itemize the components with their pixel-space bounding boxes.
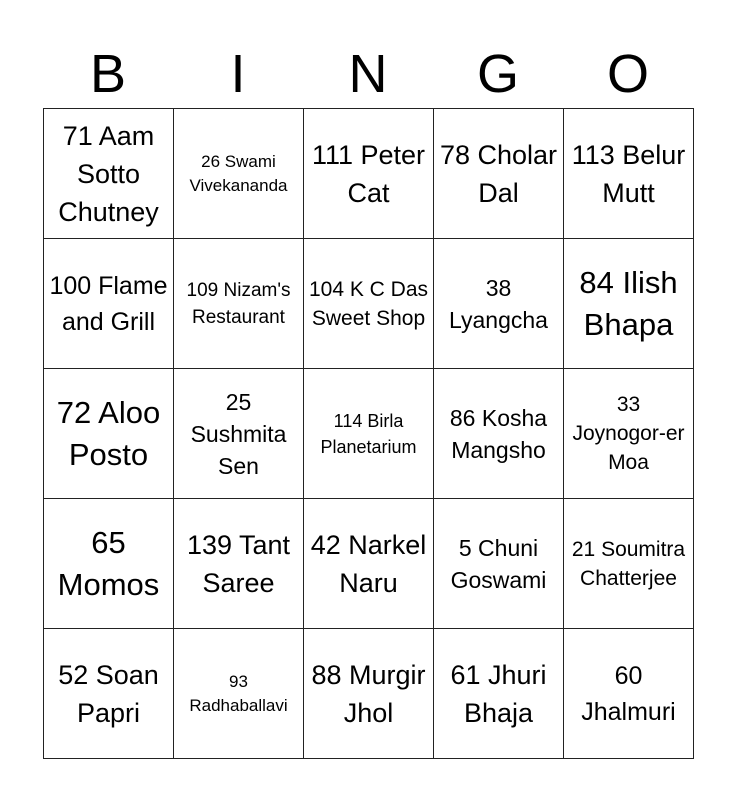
cell-label: 26 Swami Vivekananda [189, 151, 288, 195]
bingo-cell[interactable] [174, 239, 304, 369]
header-letter-i: I [230, 44, 246, 104]
cell-label: 5 Chuni Goswami [450, 534, 547, 593]
bingo-cell[interactable] [434, 369, 564, 499]
bingo-cell[interactable] [44, 369, 174, 499]
bingo-cell[interactable] [174, 369, 304, 499]
cell-label: 114 Birla Planetarium [320, 410, 417, 457]
bingo-cell[interactable] [304, 369, 434, 499]
cell-label: 61 Jhuri Bhaja [450, 659, 547, 728]
bingo-cell[interactable] [174, 629, 304, 759]
bingo-cell[interactable] [564, 239, 694, 369]
bingo-cell[interactable] [564, 109, 694, 239]
bingo-cell[interactable] [434, 239, 564, 369]
cell-label: 25 Sushmita Sen [190, 388, 287, 479]
cell-label: 113 Belur Mutt [571, 139, 686, 208]
bingo-cell[interactable] [564, 499, 694, 629]
cell-label: 139 Tant Saree [186, 529, 291, 598]
bingo-cell[interactable] [304, 499, 434, 629]
cell-label: 88 Murgir Jhol [311, 659, 426, 728]
bingo-cell[interactable] [564, 629, 694, 759]
cell-label: 71 Aam Sotto Chutney [58, 120, 159, 227]
cell-label: 72 Aloo Posto [56, 394, 161, 472]
cell-label: 33 Joynogor-er Moa [572, 393, 685, 474]
bingo-cell[interactable] [434, 109, 564, 239]
bingo-cell[interactable] [304, 239, 434, 369]
cell-label: 93 Radhaballavi [189, 671, 288, 715]
cell-label: 104 K C Das Sweet Shop [308, 277, 429, 330]
bingo-cell[interactable] [174, 109, 304, 239]
board-row [44, 499, 694, 629]
header-letter-n: N [348, 44, 388, 104]
cell-label: 109 Nizam's Restaurant [186, 279, 291, 328]
bingo-cell[interactable] [434, 629, 564, 759]
cell-label: 78 Cholar Dal [439, 139, 558, 208]
bingo-cell[interactable] [564, 369, 694, 499]
bingo-board [43, 108, 694, 759]
board-row [44, 369, 694, 499]
cell-label: 65 Momos [57, 524, 160, 602]
bingo-cell[interactable] [44, 629, 174, 759]
cell-label: 52 Soan Papri [58, 659, 159, 728]
bingo-cell[interactable] [44, 499, 174, 629]
cell-label: 100 Flame and Grill [49, 271, 168, 336]
cell-label: 60 Jhalmuri [581, 661, 676, 726]
board-row [44, 629, 694, 759]
bingo-cell[interactable] [44, 109, 174, 239]
header-letter-g: G [476, 44, 519, 104]
bingo-cell[interactable] [434, 499, 564, 629]
cell-label: 21 Soumitra Chatterjee [571, 537, 686, 590]
board-row [44, 109, 694, 239]
bingo-cell[interactable] [304, 109, 434, 239]
board-row [44, 239, 694, 369]
bingo-cell[interactable] [304, 629, 434, 759]
bingo-cell[interactable] [44, 239, 174, 369]
bingo-cell[interactable] [174, 499, 304, 629]
cell-label: 42 Narkel Naru [310, 529, 427, 598]
bingo-header [43, 40, 693, 108]
cell-label: 84 Ilish Bhapa [579, 264, 678, 342]
header-letter-b: B [89, 44, 127, 104]
cell-label: 38 Lyangcha [449, 274, 548, 333]
cell-label: 111 Peter Cat [311, 139, 426, 208]
header-letter-o: O [606, 44, 649, 104]
cell-label: 86 Kosha Mangsho [449, 404, 548, 463]
